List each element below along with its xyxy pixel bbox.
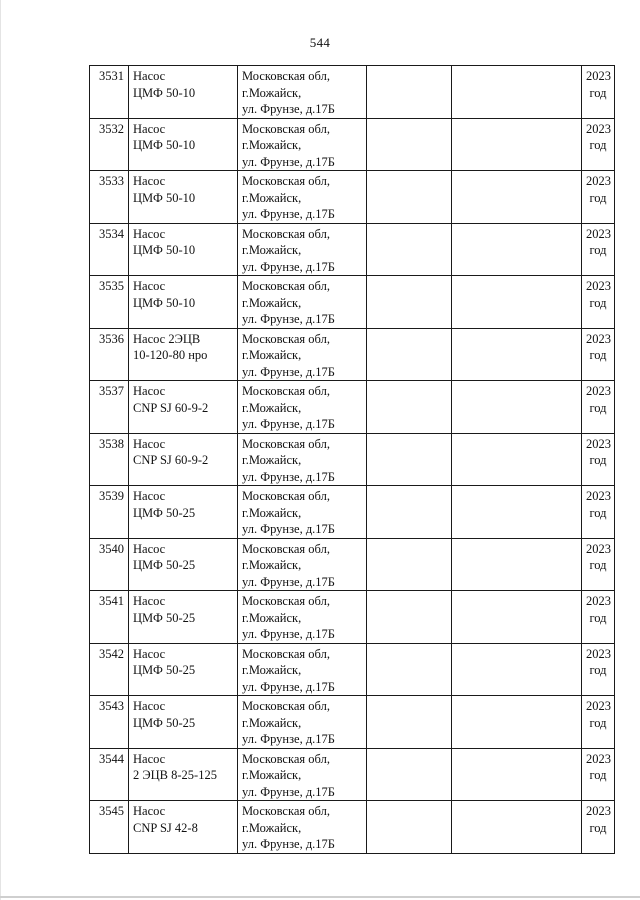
equipment-registry-table (89, 65, 615, 854)
empty-cell (452, 591, 582, 644)
address-line: Московская обл, (242, 174, 330, 188)
equipment-name-line: ЦМФ 50-25 (133, 505, 196, 520)
row-number-cell (90, 223, 129, 276)
empty-cell (452, 171, 582, 224)
table-row (90, 66, 615, 119)
year-line: год (589, 348, 607, 362)
year-line: 2023 (586, 69, 611, 83)
year-line: 2023 (586, 279, 611, 293)
row-number: 3537 (99, 384, 124, 398)
address-line: г.Можайск, (242, 610, 302, 625)
address-line: ул. Фрунзе, д.17Б (242, 312, 335, 326)
year-line: 2023 (586, 121, 611, 136)
year-line: год (589, 138, 607, 152)
equipment-name-line: CNP SJ 42-8 (133, 820, 198, 835)
row-number: 3535 (99, 279, 124, 293)
address-cell (238, 748, 367, 801)
address-line: г.Можайск, (242, 348, 302, 362)
table-row (90, 486, 615, 539)
table-row (90, 801, 615, 854)
address-line: Московская обл, (242, 541, 330, 556)
address-line: ул. Фрунзе, д.17Б (242, 154, 335, 169)
empty-cell (452, 328, 582, 381)
empty-cell (452, 381, 582, 434)
year-cell (582, 223, 615, 276)
year-line: год (589, 85, 607, 100)
empty-cell (367, 643, 452, 696)
empty-cell (367, 328, 452, 381)
year-cell (582, 328, 615, 381)
equipment-name-cell (129, 696, 238, 749)
row-number-cell (90, 276, 129, 329)
address-line: г.Можайск, (242, 85, 302, 100)
year-cell (582, 538, 615, 591)
address-line: г.Можайск, (242, 768, 302, 782)
address-cell (238, 223, 367, 276)
row-number-cell (90, 328, 129, 381)
equipment-name-line: Насос (133, 226, 166, 241)
equipment-name-line: 2 ЭЦВ 8-25-125 (133, 768, 217, 782)
year-line: 2023 (586, 594, 611, 608)
row-number: 3533 (99, 174, 124, 188)
address-line: ул. Фрунзе, д.17Б (242, 207, 335, 221)
scan-edge-left (0, 0, 1, 900)
address-line: Московская обл, (242, 226, 330, 241)
empty-cell (367, 66, 452, 119)
year-line: год (589, 453, 607, 467)
equipment-name-cell (129, 486, 238, 539)
row-number-cell (90, 433, 129, 486)
equipment-name-cell (129, 276, 238, 329)
empty-cell (452, 486, 582, 539)
equipment-name-line: Насос (133, 174, 166, 188)
row-number: 3532 (99, 121, 124, 136)
address-line: Московская обл, (242, 751, 330, 766)
equipment-name-line: Насос (133, 436, 166, 451)
address-line: ул. Фрунзе, д.17Б (242, 837, 335, 851)
empty-cell (367, 276, 452, 329)
year-line: год (589, 610, 607, 625)
equipment-name-line: ЦМФ 50-10 (133, 85, 196, 100)
table-row (90, 328, 615, 381)
empty-cell (367, 223, 452, 276)
page-number: 544 (309, 35, 331, 50)
year-line: год (589, 505, 607, 520)
address-line: Московская обл, (242, 489, 330, 503)
equipment-name-line: Насос (133, 384, 166, 398)
address-line: г.Можайск, (242, 558, 302, 572)
equipment-name-cell (129, 748, 238, 801)
equipment-name-line: Насос (133, 646, 166, 661)
address-line: ул. Фрунзе, д.17Б (242, 469, 335, 484)
row-number-cell (90, 748, 129, 801)
year-line: 2023 (586, 226, 611, 241)
address-cell (238, 591, 367, 644)
empty-cell (367, 381, 452, 434)
year-line: 2023 (586, 436, 611, 451)
empty-cell (452, 643, 582, 696)
address-cell (238, 486, 367, 539)
empty-cell (452, 118, 582, 171)
address-line: Московская обл, (242, 121, 330, 136)
row-number-cell (90, 381, 129, 434)
year-line: 2023 (586, 541, 611, 556)
address-line: Московская обл, (242, 436, 330, 451)
row-number-cell (90, 801, 129, 854)
scan-edge-bottom (0, 896, 640, 898)
year-cell (582, 643, 615, 696)
equipment-name-line: ЦМФ 50-25 (133, 558, 196, 572)
address-line: г.Можайск, (242, 400, 302, 415)
equipment-name-line: ЦМФ 50-10 (133, 243, 196, 257)
empty-cell (367, 171, 452, 224)
row-number-cell (90, 171, 129, 224)
equipment-name-line: Насос (133, 69, 166, 83)
equipment-name-line: Насос (133, 594, 166, 608)
table-row (90, 276, 615, 329)
equipment-name-line: Насос (133, 804, 166, 818)
empty-cell (452, 276, 582, 329)
equipment-name-cell (129, 538, 238, 591)
address-line: Московская обл, (242, 279, 330, 293)
row-number-cell (90, 696, 129, 749)
year-line: 2023 (586, 384, 611, 398)
row-number: 3534 (99, 226, 124, 241)
equipment-name-cell (129, 433, 238, 486)
row-number: 3544 (99, 751, 124, 766)
address-line: г.Можайск, (242, 663, 302, 677)
address-cell (238, 328, 367, 381)
equipment-name-line: ЦМФ 50-25 (133, 610, 196, 625)
empty-cell (367, 486, 452, 539)
equipment-name-cell (129, 643, 238, 696)
equipment-name-line: ЦМФ 50-25 (133, 663, 196, 677)
address-line: ул. Фрунзе, д.17Б (242, 417, 335, 431)
equipment-name-line: Насос (133, 279, 166, 293)
row-number: 3543 (99, 699, 124, 713)
row-number-cell (90, 591, 129, 644)
equipment-name-line: CNP SJ 60-9-2 (133, 400, 209, 415)
empty-cell (367, 591, 452, 644)
table-row (90, 643, 615, 696)
address-line: ул. Фрунзе, д.17Б (242, 679, 335, 694)
table-row (90, 381, 615, 434)
year-line: 2023 (586, 699, 611, 713)
year-cell (582, 591, 615, 644)
equipment-name-line: Насос (133, 751, 166, 766)
address-line: г.Можайск, (242, 243, 302, 257)
row-number: 3541 (99, 594, 124, 608)
row-number: 3538 (99, 436, 124, 451)
year-line: год (589, 190, 607, 205)
year-cell (582, 433, 615, 486)
equipment-name-cell (129, 66, 238, 119)
empty-cell (367, 433, 452, 486)
address-line: ул. Фрунзе, д.17Б (242, 259, 335, 274)
year-line: год (589, 558, 607, 572)
equipment-name-line: CNP SJ 60-9-2 (133, 453, 209, 467)
address-line: ул. Фрунзе, д.17Б (242, 732, 335, 746)
address-line: Московская обл, (242, 384, 330, 398)
equipment-name-line: ЦМФ 50-10 (133, 190, 196, 205)
address-cell (238, 381, 367, 434)
empty-cell (367, 801, 452, 854)
year-line: 2023 (586, 751, 611, 766)
row-number-cell (90, 66, 129, 119)
equipment-name-cell (129, 381, 238, 434)
address-cell (238, 696, 367, 749)
table-row (90, 538, 615, 591)
year-cell (582, 171, 615, 224)
equipment-name-line: ЦМФ 50-10 (133, 295, 196, 310)
table-row (90, 748, 615, 801)
year-cell (582, 381, 615, 434)
table-row (90, 171, 615, 224)
table-row (90, 223, 615, 276)
address-cell (238, 276, 367, 329)
equipment-name-cell (129, 223, 238, 276)
equipment-name-cell (129, 171, 238, 224)
address-line: г.Можайск, (242, 190, 302, 205)
year-cell (582, 66, 615, 119)
year-line: год (589, 243, 607, 257)
address-line: г.Можайск, (242, 138, 302, 152)
empty-cell (452, 696, 582, 749)
row-number-cell (90, 486, 129, 539)
address-line: г.Можайск, (242, 453, 302, 467)
empty-cell (367, 696, 452, 749)
year-line: год (589, 715, 607, 730)
empty-cell (452, 223, 582, 276)
year-cell (582, 276, 615, 329)
address-cell (238, 801, 367, 854)
equipment-name-line: Насос (133, 121, 166, 136)
address-line: г.Можайск, (242, 295, 302, 310)
table-row (90, 433, 615, 486)
empty-cell (452, 66, 582, 119)
equipment-name-line: ЦМФ 50-25 (133, 715, 196, 730)
address-line: г.Можайск, (242, 715, 302, 730)
empty-cell (367, 118, 452, 171)
equipment-name-line: Насос (133, 541, 166, 556)
row-number: 3539 (99, 489, 124, 503)
year-cell (582, 801, 615, 854)
year-line: 2023 (586, 489, 611, 503)
empty-cell (367, 748, 452, 801)
equipment-name-cell (129, 118, 238, 171)
year-line: 2023 (586, 174, 611, 188)
equipment-name-cell (129, 801, 238, 854)
address-line: г.Можайск, (242, 820, 302, 835)
equipment-name-line: 10-120-80 нро (133, 348, 208, 362)
address-line: Московская обл, (242, 69, 330, 83)
year-cell (582, 118, 615, 171)
row-number-cell (90, 538, 129, 591)
row-number: 3536 (99, 331, 124, 346)
address-cell (238, 643, 367, 696)
address-line: ул. Фрунзе, д.17Б (242, 364, 335, 379)
row-number: 3545 (99, 804, 124, 818)
address-line: ул. Фрунзе, д.17Б (242, 574, 335, 589)
equipment-name-line: ЦМФ 50-10 (133, 138, 196, 152)
address-cell (238, 538, 367, 591)
year-line: год (589, 663, 607, 677)
address-line: ул. Фрунзе, д.17Б (242, 522, 335, 536)
address-line: ул. Фрунзе, д.17Б (242, 784, 335, 799)
address-line: г.Можайск, (242, 505, 302, 520)
address-line: ул. Фрунзе, д.17Б (242, 102, 335, 116)
address-line: Московская обл, (242, 699, 330, 713)
year-line: год (589, 820, 607, 835)
address-cell (238, 433, 367, 486)
year-cell (582, 696, 615, 749)
row-number-cell (90, 118, 129, 171)
table-body (90, 66, 615, 854)
address-cell (238, 66, 367, 119)
year-cell (582, 486, 615, 539)
year-cell (582, 748, 615, 801)
year-line: год (589, 295, 607, 310)
equipment-name-cell (129, 328, 238, 381)
address-cell (238, 171, 367, 224)
row-number: 3542 (99, 646, 124, 661)
table-row (90, 696, 615, 749)
year-line: год (589, 768, 607, 782)
empty-cell (452, 538, 582, 591)
table-row (90, 118, 615, 171)
equipment-name-line: Насос (133, 489, 166, 503)
address-line: Московская обл, (242, 331, 330, 346)
row-number-cell (90, 643, 129, 696)
year-line: 2023 (586, 804, 611, 818)
address-line: ул. Фрунзе, д.17Б (242, 627, 335, 641)
equipment-name-line: Насос (133, 699, 166, 713)
empty-cell (452, 433, 582, 486)
empty-cell (452, 801, 582, 854)
row-number: 3531 (99, 69, 124, 83)
year-line: 2023 (586, 331, 611, 346)
year-line: год (589, 400, 607, 415)
equipment-name-line: Насос 2ЭЦВ (133, 331, 201, 346)
row-number: 3540 (99, 541, 124, 556)
address-line: Московская обл, (242, 594, 330, 608)
address-line: Московская обл, (242, 646, 330, 661)
table-row (90, 591, 615, 644)
address-cell (238, 118, 367, 171)
empty-cell (452, 748, 582, 801)
address-line: Московская обл, (242, 804, 330, 818)
year-line: 2023 (586, 646, 611, 661)
empty-cell (367, 538, 452, 591)
equipment-name-cell (129, 591, 238, 644)
